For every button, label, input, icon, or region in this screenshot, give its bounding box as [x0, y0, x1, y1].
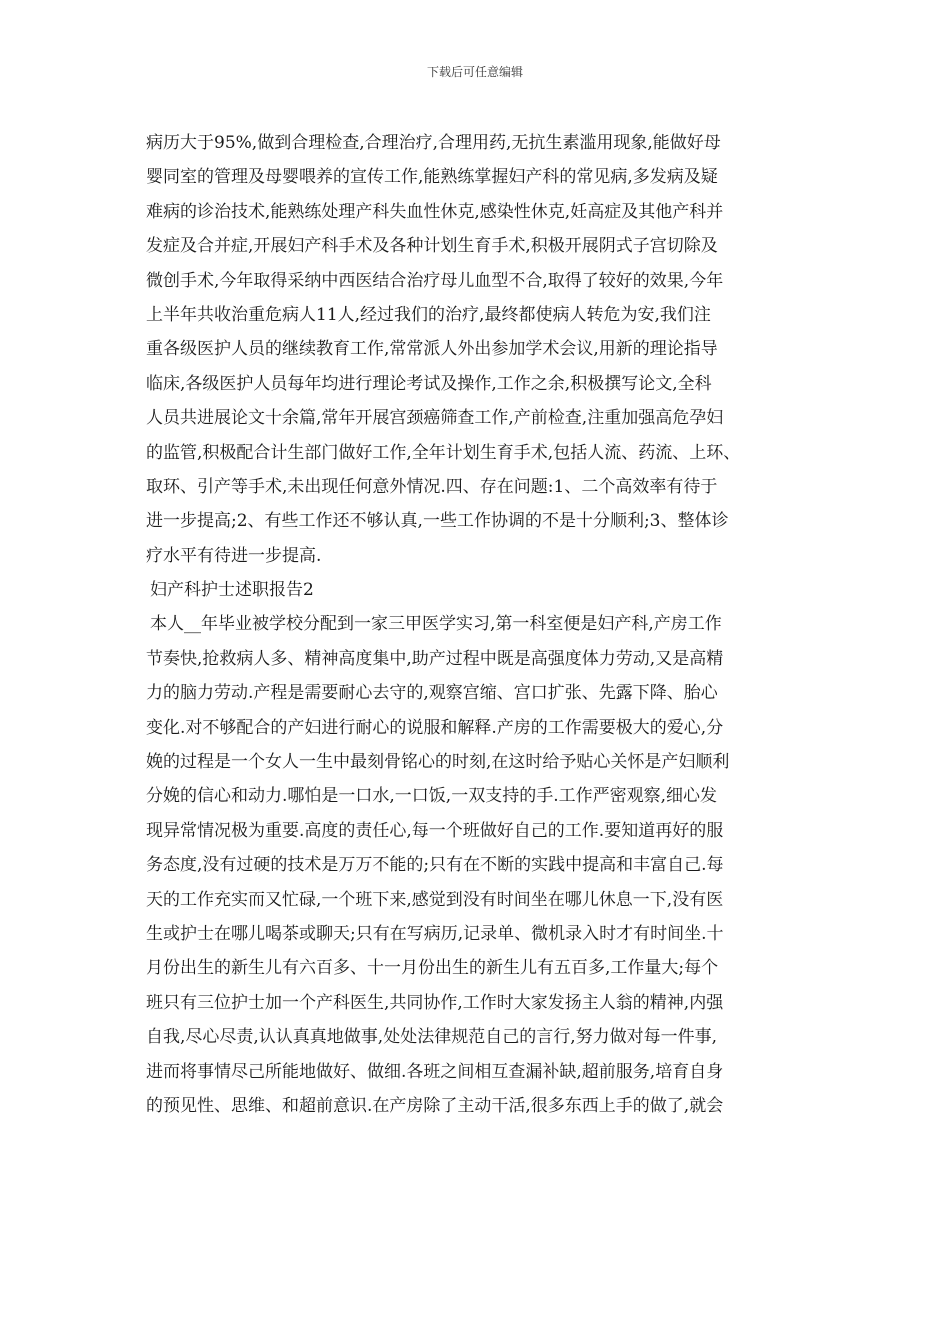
text-line: 的监管,积极配合计生部门做好工作,全年计划生育手术,包括人流、药流、上环、 [146, 442, 741, 463]
text-line: 生或护士在哪儿喝茶或聊天;只有在写病历,记录单、微机录入时才有时间坐.十 [146, 923, 724, 944]
text-line: 节奏快,抢救病人多、精神高度集中,助产过程中既是高强度体力劳动,又是高精 [146, 648, 724, 669]
text-line: 临床,各级医护人员每年均进行理论考试及操作,工作之余,积极撰写论文,全科 [146, 373, 712, 394]
text-line: 婴同室的管理及母婴喂养的宣传工作,能熟练掌握妇产科的常见病,多发病及疑 [146, 167, 718, 188]
text-line: 变化.对不够配合的产妇进行耐心的说服和解释.产房的工作需要极大的爱心,分 [146, 717, 724, 738]
text-line: 重各级医护人员的继续教育工作,常常派人外出参加学术会议,用新的理论指导 [146, 339, 718, 360]
text-line: 的预见性、思维、和超前意识.在产房除了主动干活,很多东西上手的做了,就会 [146, 1095, 724, 1116]
document-body [146, 126, 806, 1123]
text-line: 娩的过程是一个女人一生中最刻骨铭心的时刻,在这时给予贴心关怀是产妇顺利 [146, 752, 730, 773]
text-line: 疗水平有待进一步提高. [146, 545, 322, 566]
text-line: 务态度,没有过硬的技术是万万不能的;只有在不断的实践中提高和丰富自己.每 [146, 855, 724, 876]
text-line: 难病的诊治技术,能熟练处理产科失血性休克,感染性休克,妊高症及其他产科并 [146, 201, 724, 222]
text-line: 微创手术,今年取得采纳中西医结合治疗母儿血型不合,取得了较好的效果,今年 [146, 270, 724, 291]
text-line: 取环、引产等手术,未出现任何意外情况.四、存在问题:1、二个高效率有待于 [146, 476, 718, 497]
text-line: 力的脑力劳动.产程是需要耐心去守的,观察宫缩、宫口扩张、先露下降、胎心 [146, 683, 718, 704]
text-line: 现异常情况极为重要.高度的责任心,每一个班做好自己的工作.要知道再好的服 [146, 820, 724, 841]
text-line: 分娩的信心和动力.哪怕是一口水,一口饭,一双支持的手.工作严密观察,细心发 [146, 786, 718, 807]
text-line: 班只有三位护士加一个产科医生,共同协作,工作时大家发扬主人翁的精神,内强 [146, 992, 724, 1013]
text-line: 进而将事情尽己所能地做好、做细.各班之间相互查漏补缺,超前服务,培育自身 [146, 1061, 724, 1082]
text-line: 病历大于95%,做到合理检查,合理治疗,合理用药,无抗生素滥用现象,能做好母 [146, 133, 721, 153]
page-header: 下载后可任意编辑 [426, 65, 523, 79]
text-line: 发症及合并症,开展妇产科手术及各种计划生育手术,积极开展阴式子宫切除及 [146, 236, 718, 257]
text-line: 上半年共收治重危病人11人,经过我们的治疗,最终都使病人转危为安,我们注 [146, 304, 711, 325]
text-line: 月份出生的新生儿有六百多、十一月份出生的新生儿有五百多,工作量大;每个 [146, 958, 719, 979]
text-line: 进一步提高;2、有些工作还不够认真,一些工作协调的不是十分顺利;3、整体诊 [146, 511, 729, 532]
text-line: 本人__年毕业被学校分配到一家三甲医学实习,第一科室便是妇产科,产房工作 [150, 614, 722, 635]
text-line: 天的工作充实而又忙碌,一个班下来,感觉到没有时间坐在哪儿休息一下,没有医 [146, 889, 724, 910]
text-line: 自我,尽心尽责,认认真真地做事,处处法律规范自己的言行,努力做对每一件事, [146, 1027, 718, 1048]
text-line: 人员共进展论文十余篇,常年开展宫颈癌筛查工作,产前检查,注重加强高危孕妇 [146, 408, 724, 429]
section-title: 妇产科护士述职报告2 [150, 580, 314, 601]
